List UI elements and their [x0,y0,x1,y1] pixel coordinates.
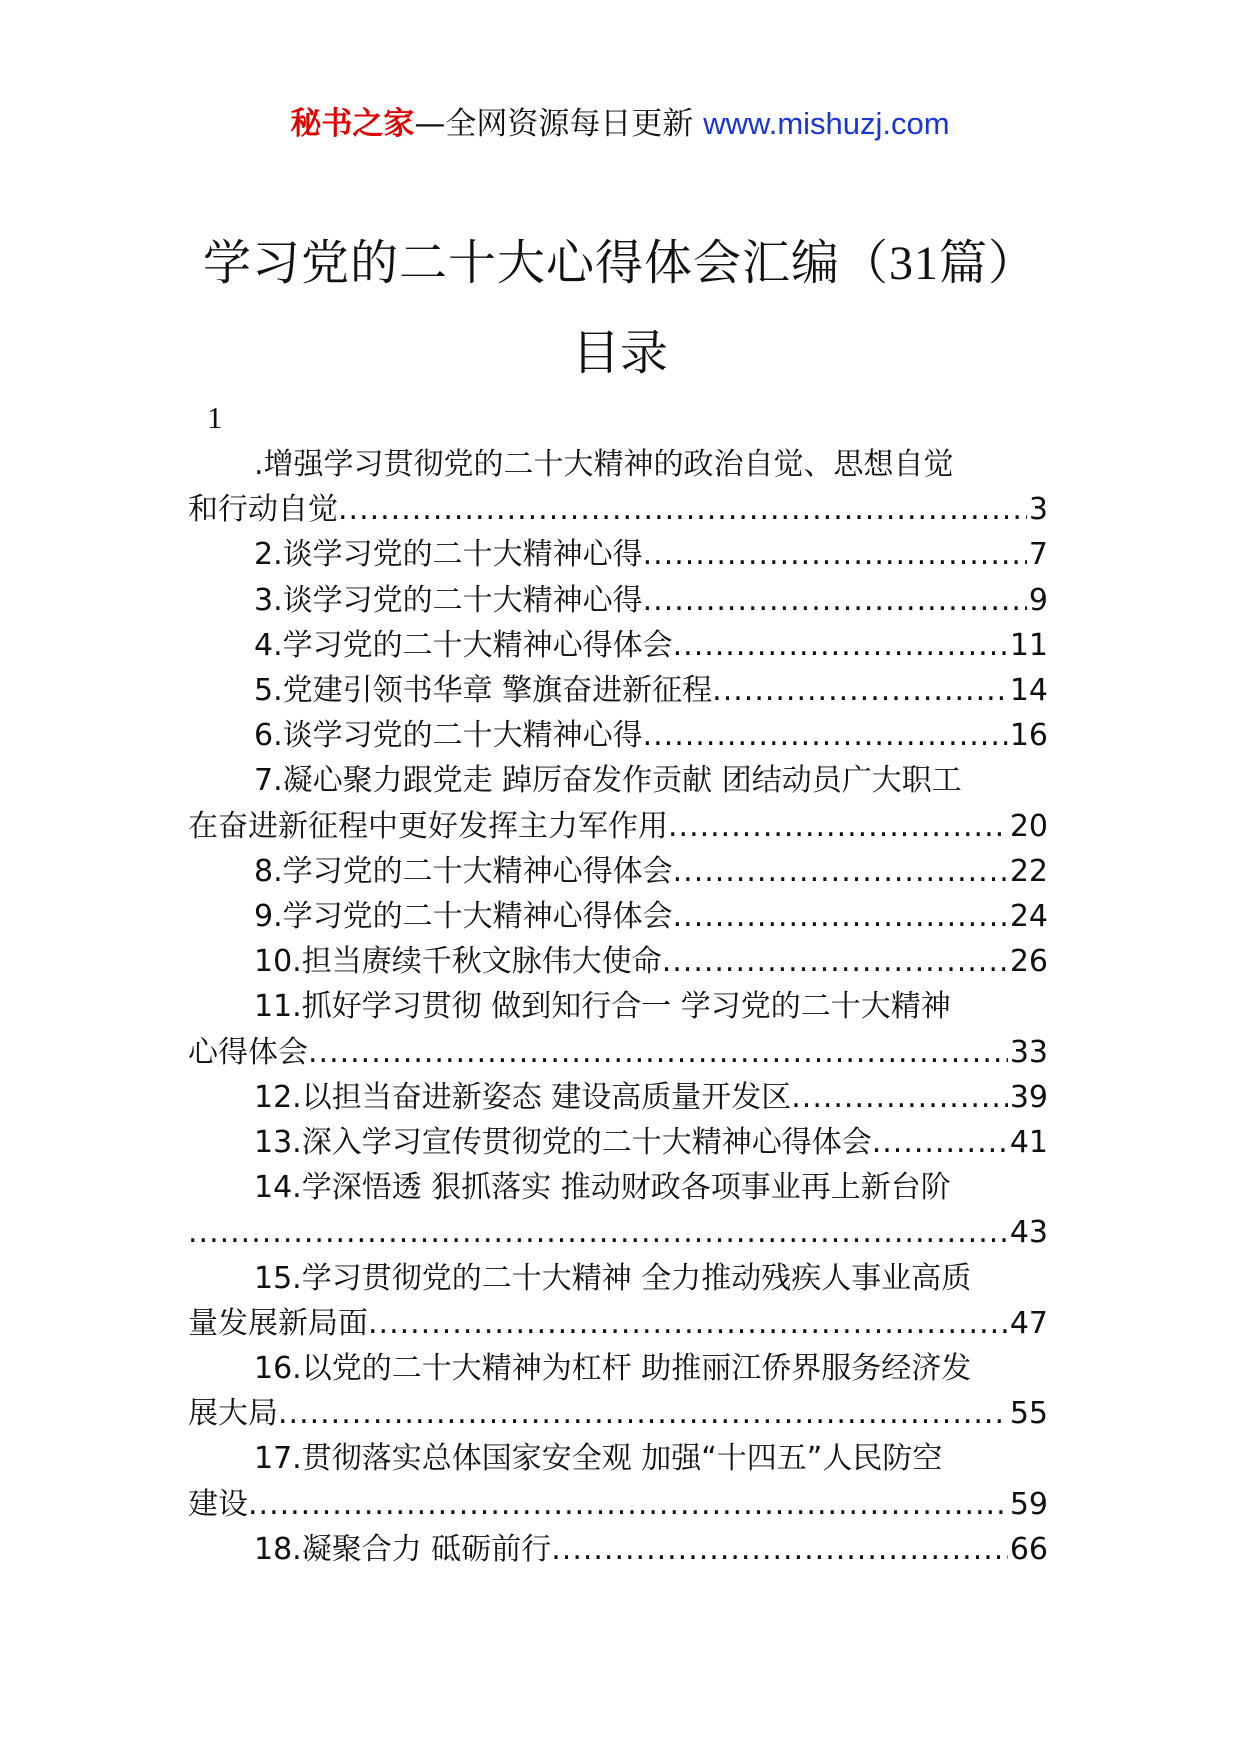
toc-entry-title-line1: 15.学习贯彻党的二十大精神 全力推动残疾人事业高质 [254,1260,972,1296]
toc-entry-title: 展大局 [188,1396,278,1432]
toc-entry-title-line1: 11.抓好学习贯彻 做到知行合一 学习党的二十大精神 [254,989,951,1025]
toc-entry[interactable] [188,668,1048,713]
toc-entry-leader-line [188,1030,1048,1075]
toc-page-number: 22 [1009,853,1048,889]
toc-page-number: 24 [1009,899,1048,935]
toc-entry-leader-line [188,1391,1048,1436]
toc-page-number: 9 [1028,582,1048,618]
toc-entry-leader-line [188,849,1048,894]
toc-page-number: 59 [1009,1486,1048,1522]
toc-page-number: 16 [1009,718,1048,754]
toc-entry-title: 9.学习党的二十大精神心得体会 [254,899,673,935]
toc-heading: 目录 [571,325,668,381]
toc-entry[interactable] [188,578,1048,623]
toc-page-number: 41 [1009,1125,1048,1161]
toc-page-number: 66 [1009,1531,1048,1567]
dot-leader [712,668,1008,713]
title-main: 学习党的二十大心得体会汇编（ [202,235,889,291]
toc-entry[interactable] [188,623,1048,668]
toc-entry[interactable] [188,442,1048,532]
toc-page-number: 47 [1009,1305,1048,1341]
toc-entry-title: 8.学习党的二十大精神心得体会 [254,853,673,889]
toc-entry-title: 10.担当赓续千秋文脉伟大使命 [254,944,662,980]
dot-leader [662,939,1008,984]
toc-page-number: 3 [1028,492,1048,528]
site-header [0,102,1240,146]
toc-page-number: 26 [1009,944,1048,980]
toc-entry-title: 13.深入学习宣传贯彻党的二十大精神心得体会 [254,1125,872,1161]
dot-leader [673,894,1008,939]
toc-entry-title-line1: 7.凝心聚力跟党走 踔厉奋发作贡献 团结动员广大职工 [254,763,962,799]
toc-entry-title: 建设 [188,1486,248,1522]
toc-entry[interactable] [188,713,1048,758]
toc-page-number: 20 [1009,808,1048,844]
dot-leader [673,623,1008,668]
toc-entry-title: 5.党建引领书华章 擎旗奋进新征程 [254,673,713,709]
toc-entry-leader-line [188,1527,1048,1572]
document-title [0,232,1240,295]
toc-page-number: 11 [1009,627,1048,663]
stray-number: 1 [207,400,223,435]
dot-leader [643,532,1027,577]
toc-entry-leader-line [188,804,1048,849]
toc-page-number: 14 [1009,673,1048,709]
toc-page-number: 33 [1009,1034,1048,1070]
toc-entry-leader-line [188,623,1048,668]
toc-entry[interactable] [188,1120,1048,1165]
toc-entry-title: 在奋进新征程中更好发挥主力军作用 [188,808,668,844]
toc-entry-title-line1: 14.学深悟透 狠抓落实 推动财政各项事业再上新台阶 [254,1170,951,1206]
dot-leader [368,1301,1008,1346]
toc-entry-leader-line [188,578,1048,623]
toc-page-number: 7 [1028,537,1048,573]
toc-entry[interactable] [188,984,1048,1074]
toc-page-number: 55 [1009,1396,1048,1432]
title-suffix: 篇） [939,235,1038,291]
toc-entry-leader-line [188,894,1048,939]
dot-leader [338,487,1027,532]
toc-entry[interactable] [188,894,1048,939]
site-link[interactable]: www.mishuzj.com [703,106,950,141]
toc-entry-leader-line [188,1301,1048,1346]
dot-leader [248,1482,1008,1527]
toc-entry-leader-line [188,1075,1048,1120]
dot-leader [188,1210,1008,1255]
toc-entry-leader-line [188,939,1048,984]
dot-leader [551,1527,1008,1572]
toc-entry-leader-line [188,1482,1048,1527]
toc-entry[interactable] [188,1075,1048,1120]
toc-entry[interactable] [188,758,1048,848]
dot-leader [643,578,1027,623]
dot-leader [278,1391,1008,1436]
header-tagline: —全网资源每日更新 [414,106,704,142]
toc-entry-title: 3.谈学习党的二十大精神心得 [254,582,643,618]
toc-entry-title: 和行动自觉 [188,492,338,528]
dot-leader [791,1075,1008,1120]
toc-entry-leader-line [188,713,1048,758]
toc-entry-title: 2.谈学习党的二十大精神心得 [254,537,643,573]
toc-entry-title: 12.以担当奋进新姿态 建设高质量开发区 [254,1079,792,1115]
dot-leader [673,849,1008,894]
toc-entry-title: 6.谈学习党的二十大精神心得 [254,718,643,754]
toc-entry-leader-line [188,1210,1048,1255]
dot-leader [668,804,1008,849]
toc-entry-title: 量发展新局面 [188,1305,368,1341]
toc-entry[interactable] [188,939,1048,984]
toc-page-number: 39 [1009,1079,1048,1115]
toc-page-number: 43 [1009,1215,1048,1251]
dot-leader [643,713,1008,758]
toc-entry-title: 心得体会 [188,1034,308,1070]
title-count: 31 [889,237,939,290]
toc-entry-leader-line [188,668,1048,713]
toc-entry[interactable] [188,1165,1048,1255]
toc-entry[interactable] [188,849,1048,894]
toc-entry[interactable] [188,1346,1048,1436]
toc-entry-title-line1: .增强学习贯彻党的二十大精神的政治自觉、思想自觉 [254,447,954,482]
dot-leader [872,1120,1008,1165]
table-of-contents [188,442,1048,1572]
toc-entry-title-line1: 16.以党的二十大精神为杠杆 助推丽江侨界服务经济发 [254,1351,972,1387]
toc-entry-leader-line [188,487,1048,532]
toc-entry-title: 4.学习党的二十大精神心得体会 [254,627,673,663]
toc-entry[interactable] [188,1436,1048,1526]
toc-entry-leader-line [188,1120,1048,1165]
toc-entry[interactable] [188,1527,1048,1572]
toc-entry-title: 18.凝聚合力 砥砺前行 [254,1531,552,1567]
dot-leader [308,1030,1008,1075]
toc-entry[interactable] [188,1256,1048,1346]
brand-name: 秘书之家 [290,106,415,142]
toc-entry-title-line1: 17.贯彻落实总体国家安全观 加强“十四五”人民防空 [254,1441,943,1477]
toc-entry[interactable] [188,532,1048,577]
toc-entry-leader-line [188,532,1048,577]
